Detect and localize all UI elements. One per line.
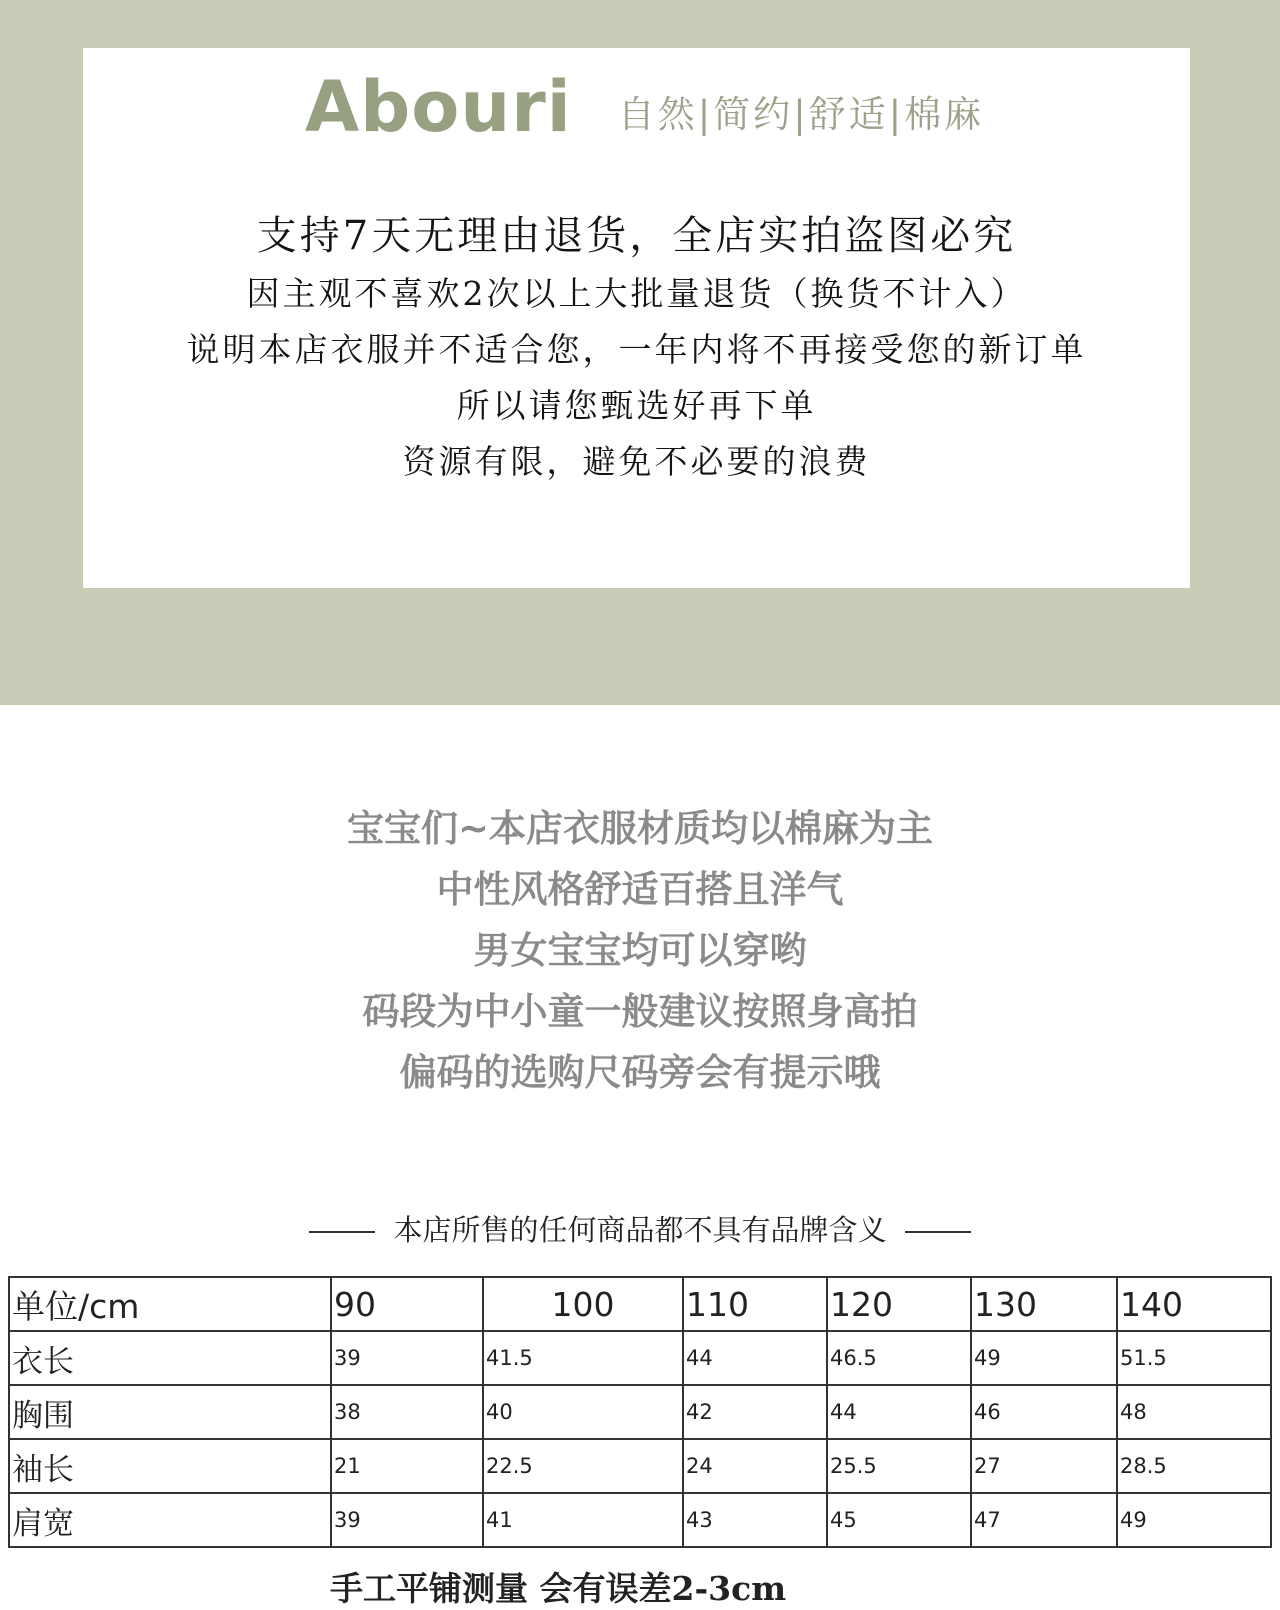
table-cell: 38	[331, 1385, 483, 1439]
disclaimer-text: 本店所售的任何商品都不具有品牌含义	[393, 1213, 887, 1247]
table-cell: 28.5	[1117, 1439, 1271, 1493]
table-cell: 肩宽	[9, 1493, 331, 1547]
notice-line: 因主观不喜欢2次以上大批量退货（换货不计入）	[246, 274, 1027, 313]
notice-line: 支持7天无理由退货，全店实拍盗图必究	[256, 213, 1017, 259]
table-cell: 46	[971, 1385, 1117, 1439]
table-cell: 130	[971, 1277, 1117, 1331]
intro-line: 偏码的选购尺码旁会有提示哦	[399, 1051, 881, 1094]
table-cell: 24	[683, 1439, 827, 1493]
table-cell: 48	[1117, 1385, 1271, 1439]
table-cell: 110	[683, 1277, 827, 1331]
notice-line: 说明本店衣服并不适合您，一年内将不再接受您的新订单	[186, 330, 1087, 369]
disclaimer	[0, 1208, 1280, 1249]
table-cell: 衣长	[9, 1331, 331, 1385]
table-cell: 51.5	[1117, 1331, 1271, 1385]
table-cell: 41	[483, 1493, 683, 1547]
notice-lines	[83, 206, 1190, 490]
divider-dash	[905, 1231, 971, 1233]
table-cell: 44	[683, 1331, 827, 1385]
table-cell: 27	[971, 1439, 1117, 1493]
size-table-header-row	[9, 1277, 1271, 1331]
table-cell: 42	[683, 1385, 827, 1439]
table-cell: 90	[331, 1277, 483, 1331]
measurement-footnote: 手工平铺测量 会有误差2-3cm	[330, 1569, 787, 1608]
table-cell: 21	[331, 1439, 483, 1493]
table-row	[9, 1331, 1271, 1385]
intro-text	[0, 798, 1280, 1103]
brand-logo: Abouri	[305, 66, 572, 148]
table-row	[9, 1385, 1271, 1439]
notice-line: 资源有限，避免不必要的浪费	[402, 442, 871, 481]
table-cell: 袖长	[9, 1439, 331, 1493]
divider-dash	[309, 1231, 375, 1233]
table-cell: 43	[683, 1493, 827, 1547]
table-cell: 120	[827, 1277, 971, 1331]
table-cell: 22.5	[483, 1439, 683, 1493]
table-cell: 49	[971, 1331, 1117, 1385]
table-row	[9, 1493, 1271, 1547]
size-table	[8, 1276, 1272, 1548]
table-cell: 47	[971, 1493, 1117, 1547]
table-cell: 46.5	[827, 1331, 971, 1385]
brand-row	[305, 62, 984, 152]
table-cell: 100	[483, 1277, 683, 1331]
table-cell: 140	[1117, 1277, 1271, 1331]
table-cell: 25.5	[827, 1439, 971, 1493]
notice-line: 所以请您甄选好再下单	[456, 386, 817, 425]
brand-tagline: 自然|简约|舒适|棉麻	[617, 93, 985, 136]
table-cell: 单位/cm	[9, 1277, 331, 1331]
table-cell: 49	[1117, 1493, 1271, 1547]
table-cell: 45	[827, 1493, 971, 1547]
intro-line: 中性风格舒适百搭且洋气	[436, 868, 844, 911]
table-cell: 40	[483, 1385, 683, 1439]
intro-line: 码段为中小童一般建议按照身高拍	[362, 990, 918, 1033]
table-row	[9, 1439, 1271, 1493]
table-cell: 44	[827, 1385, 971, 1439]
intro-line: 宝宝们~本店衣服材质均以棉麻为主	[346, 807, 933, 850]
table-cell: 胸围	[9, 1385, 331, 1439]
intro-line: 男女宝宝均可以穿哟	[473, 929, 807, 972]
table-cell: 41.5	[483, 1331, 683, 1385]
table-cell: 39	[331, 1331, 483, 1385]
table-cell: 39	[331, 1493, 483, 1547]
